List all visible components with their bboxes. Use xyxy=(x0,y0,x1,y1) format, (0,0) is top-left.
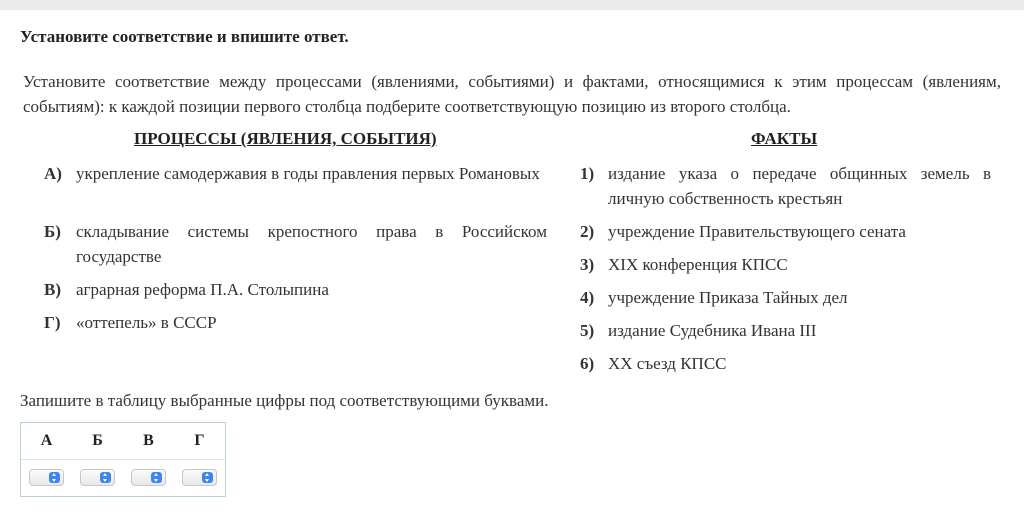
process-item-mark: В) xyxy=(44,280,61,299)
fact-item-6 xyxy=(580,351,991,376)
fact-item-mark: 5) xyxy=(580,321,595,340)
select-arrows-icon xyxy=(49,472,60,483)
process-item-b xyxy=(44,219,547,269)
task-intro: Установите соответствие между процессами (явлениями, событиями) и фактами, относящимися к этим процессам (явлениям, событиям): к каждой позиции первого столбца подберите соответствующую позицию из второго столбца. xyxy=(23,72,1001,116)
fact-item-5 xyxy=(580,318,991,343)
facts-column-title: ФАКТЫ xyxy=(751,129,818,148)
fact-item-text: XX съезд КПСС xyxy=(608,354,727,373)
process-item-mark: Б) xyxy=(44,222,61,241)
answer-select-a[interactable] xyxy=(29,469,64,486)
processes-column-title: ПРОЦЕССЫ (ЯВЛЕНИЯ, СОБЫТИЯ) xyxy=(134,129,437,148)
process-item-mark: А) xyxy=(44,164,62,183)
fact-item-text: издание Судебника Ивана III xyxy=(608,321,817,340)
select-arrows-icon xyxy=(151,472,162,483)
answer-select-b[interactable] xyxy=(80,469,115,486)
fact-item-4 xyxy=(580,285,991,310)
answer-header-a: А xyxy=(40,432,53,449)
fact-item-3 xyxy=(580,252,991,277)
process-item-text: «оттепель» в СССР xyxy=(76,313,217,332)
answer-select-g[interactable] xyxy=(182,469,217,486)
process-item-text: укрепление самодержавия в годы правления первых Романовых xyxy=(76,164,540,183)
fact-item-mark: 1) xyxy=(580,164,595,183)
answer-header-b: Б xyxy=(92,432,103,449)
answer-cell-a xyxy=(21,460,72,496)
answer-select-v[interactable] xyxy=(131,469,166,486)
answer-header-g: Г xyxy=(194,432,205,449)
fact-item-1 xyxy=(580,161,991,211)
answer-instruction: Запишите в таблицу выбранные цифры под соответствующими буквами. xyxy=(20,391,549,410)
process-item-text: аграрная реформа П.А. Столыпина xyxy=(76,280,329,299)
fact-item-mark: 2) xyxy=(580,222,595,241)
fact-item-2 xyxy=(580,219,991,244)
fact-item-mark: 4) xyxy=(580,288,595,307)
fact-item-text: издание указа о передаче общинных земель в личную собственность крестьян xyxy=(608,164,991,208)
select-arrows-icon xyxy=(100,472,111,483)
answer-cell-g xyxy=(174,460,225,496)
process-item-g xyxy=(44,310,547,335)
fact-item-text: XIX конференция КПСС xyxy=(608,255,788,274)
top-bar xyxy=(0,0,1024,10)
answer-cell-b xyxy=(72,460,123,496)
answer-header-v: В xyxy=(143,432,154,449)
process-item-mark: Г) xyxy=(44,313,61,332)
fact-item-mark: 6) xyxy=(580,354,595,373)
fact-item-text: учреждение Приказа Тайных дел xyxy=(608,288,848,307)
fact-item-mark: 3) xyxy=(580,255,595,274)
fact-item-text: учреждение Правительствующего сената xyxy=(608,222,906,241)
task-header: Установите соответствие и впишите ответ. xyxy=(20,27,349,46)
process-item-a xyxy=(44,161,547,186)
process-item-v xyxy=(44,277,547,302)
answer-cell-v xyxy=(123,460,174,496)
select-arrows-icon xyxy=(202,472,213,483)
process-item-text: складывание системы крепостного права в Российском государстве xyxy=(76,222,547,266)
answer-table xyxy=(20,422,226,497)
